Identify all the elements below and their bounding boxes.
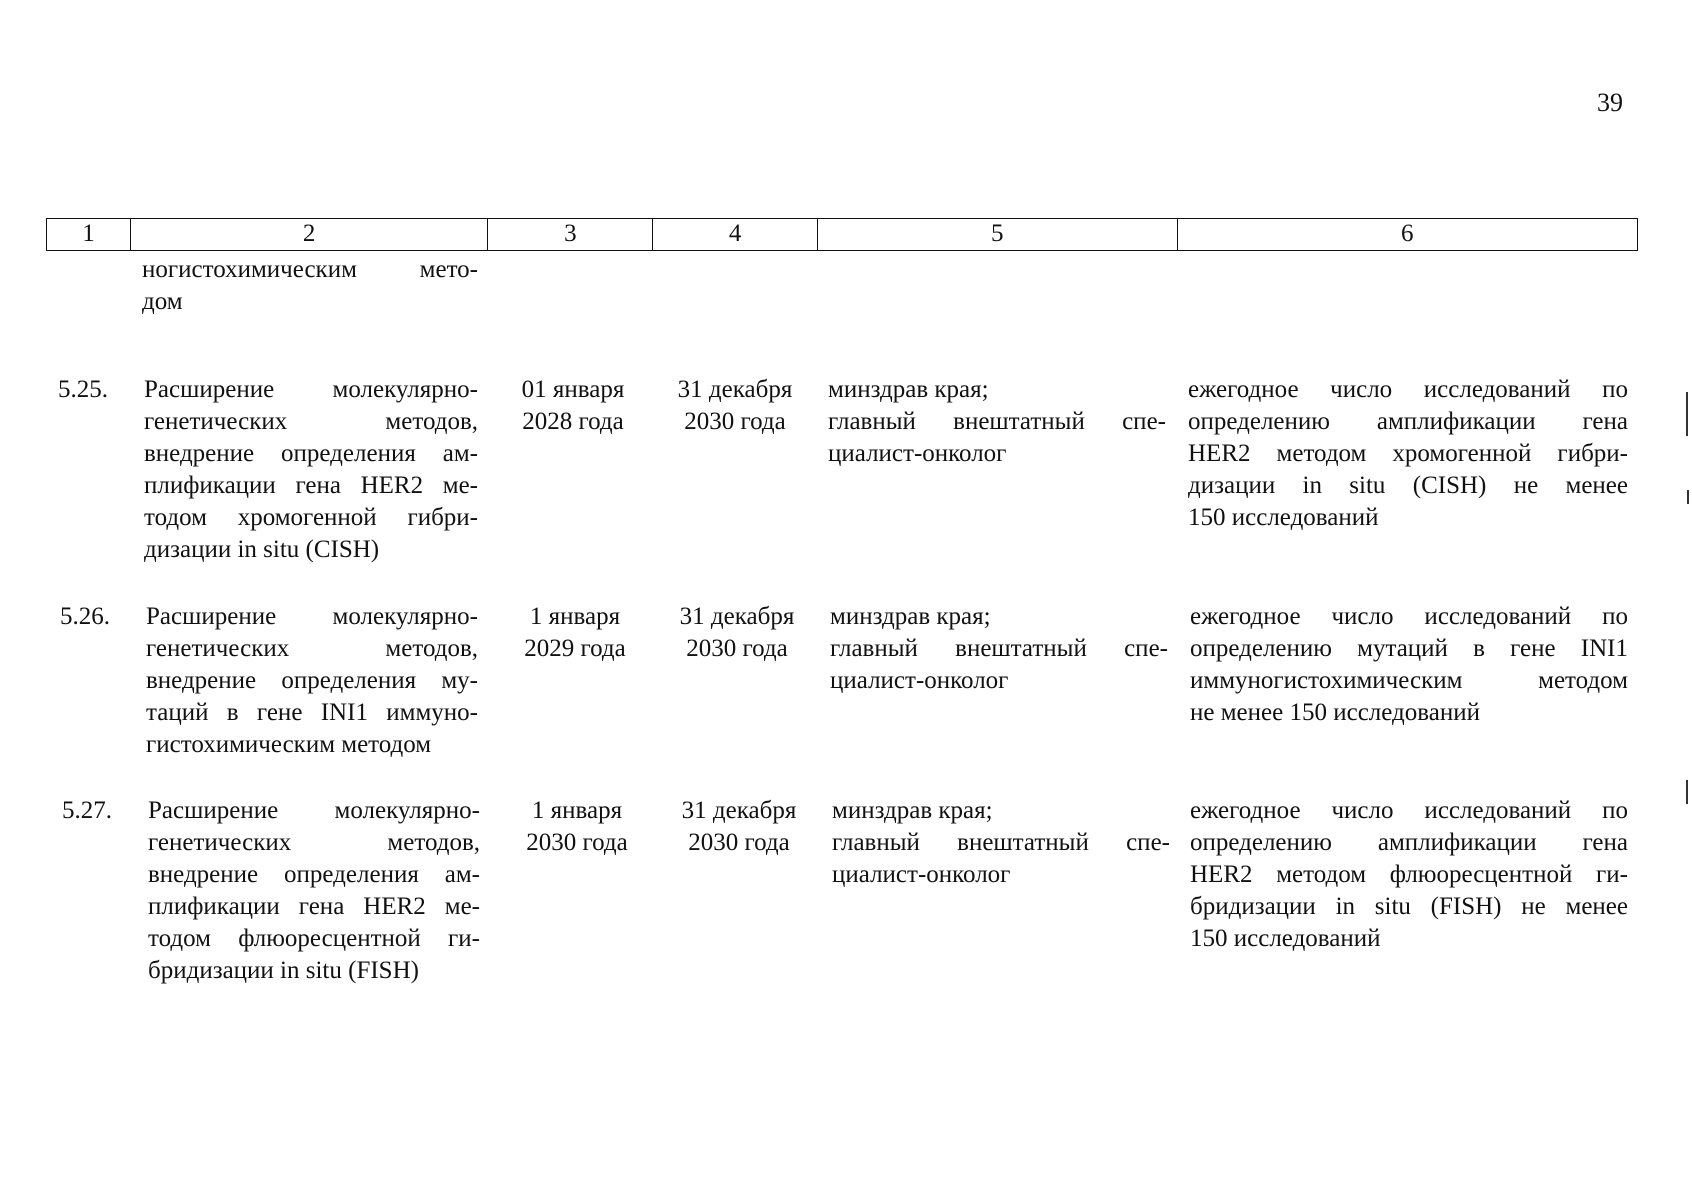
row-start-date: 1 января 2029 года bbox=[524, 603, 626, 662]
scan-mark bbox=[1686, 392, 1688, 436]
row-number: 5.27. bbox=[62, 797, 112, 824]
row-indicator: ежегодное число исследований по определению амплификации гена HER2 методом хромогенной гибри- дизации in situ (CISH) не менее 150 исследований bbox=[1188, 376, 1628, 531]
continuation-text: ногистохимическим мето- дом bbox=[142, 256, 478, 315]
row-description: Расширение молекулярно- генетических методов, внедрение определения ам- плификации гена HER2 ме- тодом флюоресцентной ги- бридизации in situ (FISH) bbox=[148, 797, 480, 984]
page-number: 39 bbox=[1597, 88, 1623, 117]
row-end-date: 31 декабря 2030 года bbox=[677, 376, 793, 435]
row-start-date: 01 января 2028 года bbox=[521, 376, 625, 435]
header-cell-3: 3 bbox=[488, 219, 653, 250]
table-header-row bbox=[46, 218, 1638, 251]
row-description: Расширение молекулярно- генетических методов, внедрение определения ам- плификации гена HER2 ме- тодом хромогенной гибри- дизации in situ (CISH) bbox=[144, 376, 478, 563]
scan-mark bbox=[1687, 490, 1689, 504]
row-indicator: ежегодное число исследований по определению мутаций в гене INI1 иммуногистохимическим методом не менее 150 исследований bbox=[1190, 603, 1628, 726]
header-cell-6: 6 bbox=[1401, 219, 1414, 247]
header-cell-4: 4 bbox=[653, 219, 818, 250]
row-number: 5.25. bbox=[58, 376, 108, 403]
row-responsible: минздрав края; главный внештатный спе- циалист-онколог bbox=[828, 376, 1166, 467]
header-cell-5: 5 bbox=[818, 219, 1178, 250]
row-responsible: минздрав края; главный внештатный спе- циалист-онколог bbox=[830, 603, 1168, 694]
header-cell-2: 2 bbox=[131, 219, 489, 250]
scan-mark bbox=[1686, 780, 1688, 804]
row-number: 5.26. bbox=[60, 603, 110, 630]
header-cell-1: 1 bbox=[47, 219, 131, 250]
row-end-date: 31 декабря 2030 года bbox=[681, 797, 797, 856]
row-indicator: ежегодное число исследований по определению амплификации гена HER2 методом флюоресцентной ги- бридизации in situ (FISH) не менее 150 исследований bbox=[1190, 797, 1628, 952]
row-start-date: 1 января 2030 года bbox=[526, 797, 628, 856]
row-end-date: 31 декабря 2030 года bbox=[679, 603, 795, 662]
row-responsible: минздрав края; главный внештатный спе- циалист-онколог bbox=[832, 797, 1170, 888]
row-description: Расширение молекулярно- генетических методов, внедрение определения му- таций в гене INI1 иммуно- гистохимическим методом bbox=[146, 603, 478, 758]
